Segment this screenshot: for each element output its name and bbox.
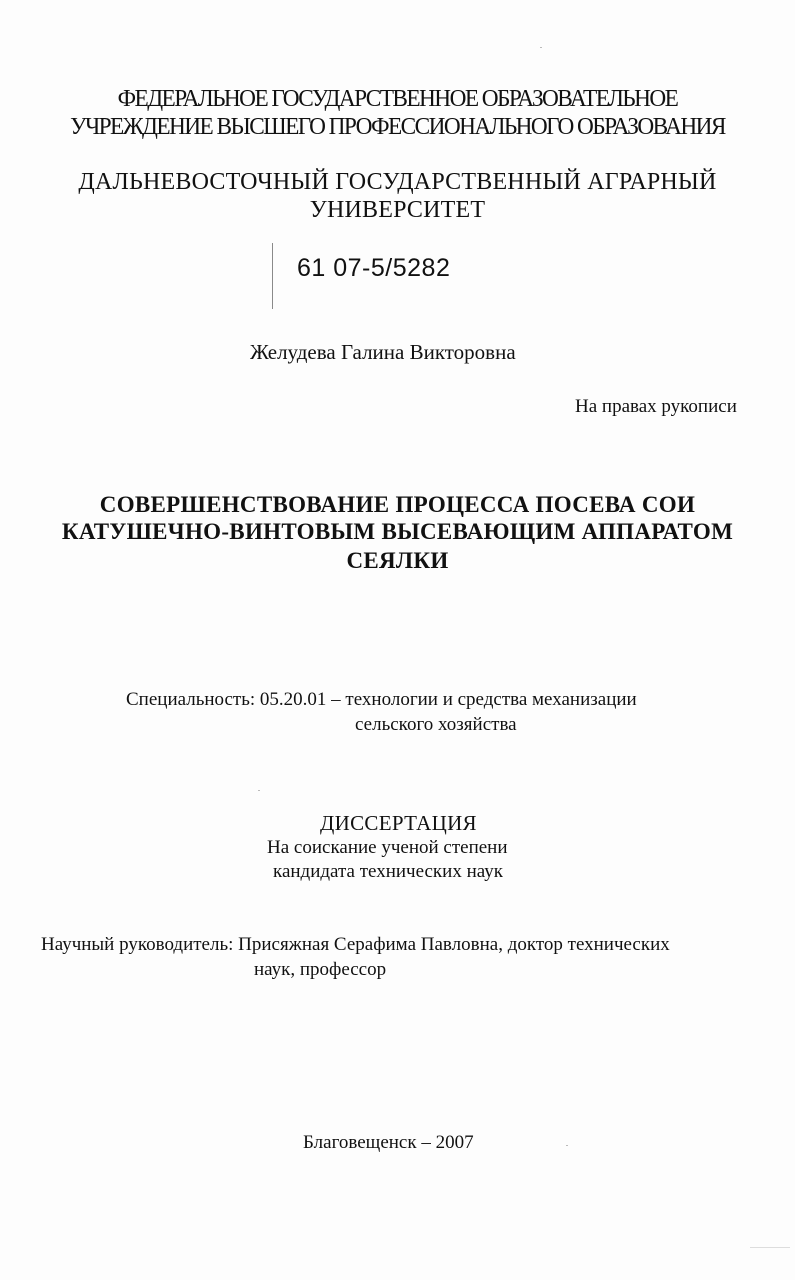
scan-speck: [540, 47, 542, 48]
specialty-line-1: Специальность: 05.20.01 – технологии и средства механизации: [126, 689, 637, 710]
scan-mark: [272, 243, 273, 309]
author-name: Желудева Галина Викторовна: [250, 340, 516, 364]
org-line-1: ФЕДЕРАЛЬНОЕ ГОСУДАРСТВЕННОЕ ОБРАЗОВАТЕЛЬНОЕ: [117, 86, 678, 112]
dissertation-line-2: кандидата технических наук: [273, 861, 503, 882]
title-line-2: КАТУШЕЧНО-ВИНТОВЫМ ВЫСЕВАЮЩИМ АППАРАТОМ: [61, 519, 734, 544]
university-line-1: ДАЛЬНЕВОСТОЧНЫЙ ГОСУДАРСТВЕННЫЙ АГРАРНЫЙ: [78, 169, 717, 195]
catalog-code: 61 07-5/5282: [297, 254, 451, 282]
rights-note: На правах рукописи: [575, 396, 737, 417]
place-year: Благовещенск – 2007: [303, 1132, 474, 1153]
scan-speck: [566, 1145, 568, 1146]
supervisor-line-1: Научный руководитель: Присяжная Серафима Павловна, доктор технических: [41, 934, 670, 955]
dissertation-label: ДИССЕРТАЦИЯ: [320, 811, 477, 835]
title-line-3: СЕЯЛКИ: [346, 548, 449, 573]
university-line-2: УНИВЕРСИТЕТ: [309, 197, 486, 223]
dissertation-line-1: На соискание ученой степени: [267, 837, 508, 858]
specialty-line-2: сельского хозяйства: [355, 714, 517, 735]
title-line-1: СОВЕРШЕНСТВОВАНИЕ ПРОЦЕССА ПОСЕВА СОИ: [99, 492, 696, 517]
org-line-2: УЧРЕЖДЕНИЕ ВЫСШЕГО ПРОФЕССИОНАЛЬНОГО ОБРАЗОВАНИЯ: [70, 114, 725, 140]
scan-speck: [258, 790, 260, 791]
scan-speck: [750, 1247, 790, 1248]
supervisor-line-2: наук, профессор: [254, 959, 387, 980]
